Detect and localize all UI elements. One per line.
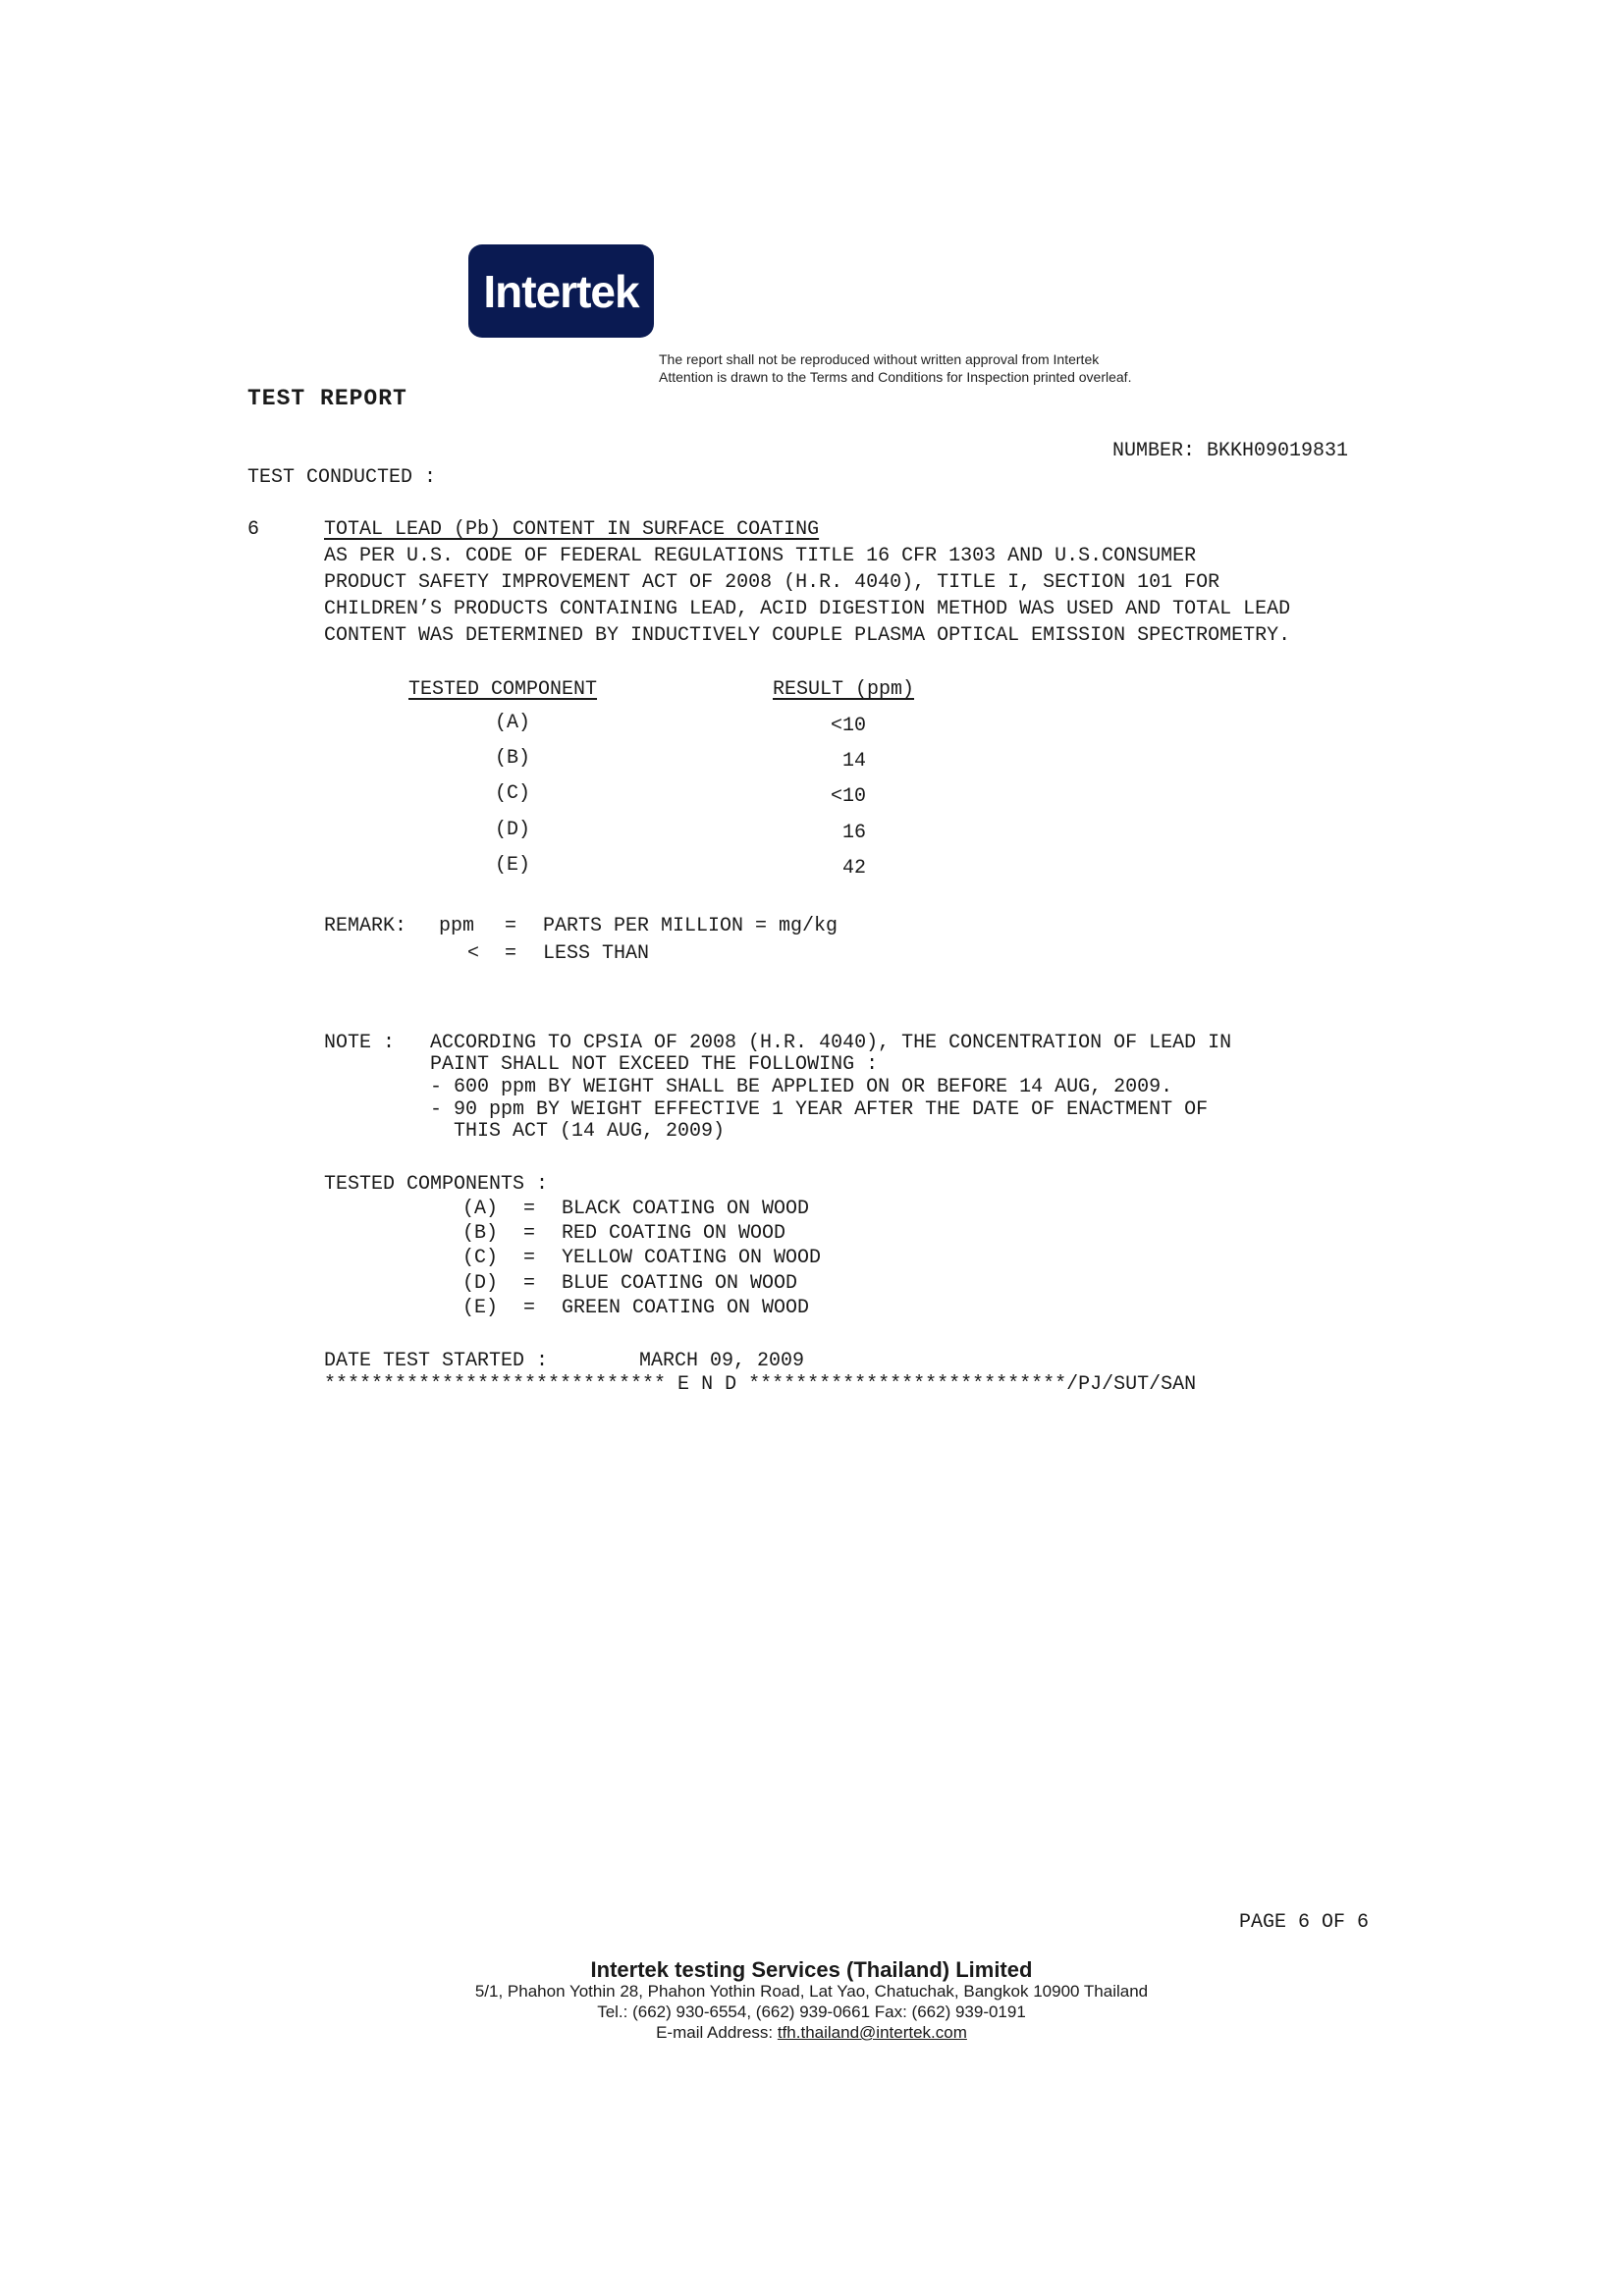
component-equals: = [523,1297,536,1319]
test-conducted-label: TEST CONDUCTED : [247,466,437,489]
section-title: TOTAL LEAD (Pb) CONTENT IN SURFACE COATING [324,518,820,541]
description-line: CHILDREN’S PRODUCTS CONTAINING LEAD, ACID DIGESTION METHOD WAS USED AND TOTAL LEAD [324,598,1291,620]
component-desc: RED COATING ON WOOD [562,1222,786,1245]
disclaimer-line-2: Attention is drawn to the Terms and Conditions for Inspection printed overleaf. [659,369,1132,385]
note-line: - 90 ppm BY WEIGHT EFFECTIVE 1 YEAR AFTER THE DATE OF ENACTMENT OF [430,1098,1209,1121]
header-result: RESULT (ppm) [773,678,915,701]
remark-text: PARTS PER MILLION = mg/kg [543,915,839,937]
footer-email-link[interactable]: tfh.thailand@intertek.com [777,2023,967,2042]
component-equals: = [523,1247,536,1269]
description-line: PRODUCT SAFETY IMPROVEMENT ACT OF 2008 (H.R. 4040), TITLE I, SECTION 101 FOR [324,571,1220,594]
table-cell-result: 14 [842,750,867,773]
footer-email-label: E-mail Address: [656,2023,778,2042]
table-cell-component: (A) [495,712,531,734]
component-code: (E) [462,1297,499,1319]
remark-symbol: ppm [439,915,475,937]
footer-company: Intertek testing Services (Thailand) Limited [590,1957,1033,1982]
table-cell-result: 42 [842,857,867,880]
disclaimer-line-1: The report shall not be reproduced without written approval from Intertek [659,351,1100,367]
description-line: CONTENT WAS DETERMINED BY INDUCTIVELY COUPLE PLASMA OPTICAL EMISSION SPECTROMETRY. [324,624,1291,647]
note-line: - 600 ppm BY WEIGHT SHALL BE APPLIED ON OR BEFORE 14 AUG, 2009. [430,1076,1173,1098]
component-equals: = [523,1272,536,1295]
remark-text: LESS THAN [543,942,650,965]
description-line: AS PER U.S. CODE OF FEDERAL REGULATIONS TITLE 16 CFR 1303 AND U.S.CONSUMER [324,545,1197,567]
intertek-logo [468,244,654,338]
note-line: THIS ACT (14 AUG, 2009) [430,1120,726,1143]
table-cell-component: (B) [495,747,531,770]
date-test-started-value: MARCH 09, 2009 [639,1350,805,1372]
tested-components-label: TESTED COMPONENTS : [324,1173,549,1196]
note-line: ACCORDING TO CPSIA OF 2008 (H.R. 4040), THE CONCENTRATION OF LEAD IN [430,1032,1232,1054]
component-code: (D) [462,1272,499,1295]
component-code: (C) [462,1247,499,1269]
component-code: (B) [462,1222,499,1245]
remark-equals: = [505,915,517,937]
remark-label: REMARK: [324,915,407,937]
table-cell-component: (E) [495,854,531,877]
table-cell-component: (C) [495,782,531,805]
component-desc: BLACK COATING ON WOOD [562,1198,810,1220]
component-desc: BLUE COATING ON WOOD [562,1272,798,1295]
component-desc: YELLOW COATING ON WOOD [562,1247,822,1269]
table-cell-result: <10 [831,785,867,808]
component-equals: = [523,1222,536,1245]
table-cell-component: (D) [495,819,531,841]
note-line: PAINT SHALL NOT EXCEED THE FOLLOWING : [430,1053,879,1076]
footer-email-line [0,2023,1623,2043]
section-number: 6 [247,518,260,541]
table-cell-result: <10 [831,715,867,737]
report-number: NUMBER: BKKH09019831 [1112,440,1349,462]
note-label: NOTE : [324,1032,396,1054]
footer-phone: Tel.: (662) 930-6554, (662) 939-0661 Fax: (662) 939-0191 [597,2002,1026,2021]
component-desc: GREEN COATING ON WOOD [562,1297,810,1319]
end-marker: ***************************** E N D ***************************/PJ/SUT/SAN [324,1373,1197,1396]
logo-text: Intertek [483,265,639,317]
footer-address: 5/1, Phahon Yothin 28, Phahon Yothin Road, Lat Yao, Chatuchak, Bangkok 10900 Thailand [474,1982,1149,2001]
header-tested-component: TESTED COMPONENT [408,678,598,701]
report-title: TEST REPORT [247,386,407,411]
page-number: PAGE 6 OF 6 [1239,1911,1370,1934]
remark-symbol: < [467,942,480,965]
remark-equals: = [505,942,517,965]
table-cell-result: 16 [842,822,867,844]
component-code: (A) [462,1198,499,1220]
date-test-started-label: DATE TEST STARTED : [324,1350,549,1372]
component-equals: = [523,1198,536,1220]
